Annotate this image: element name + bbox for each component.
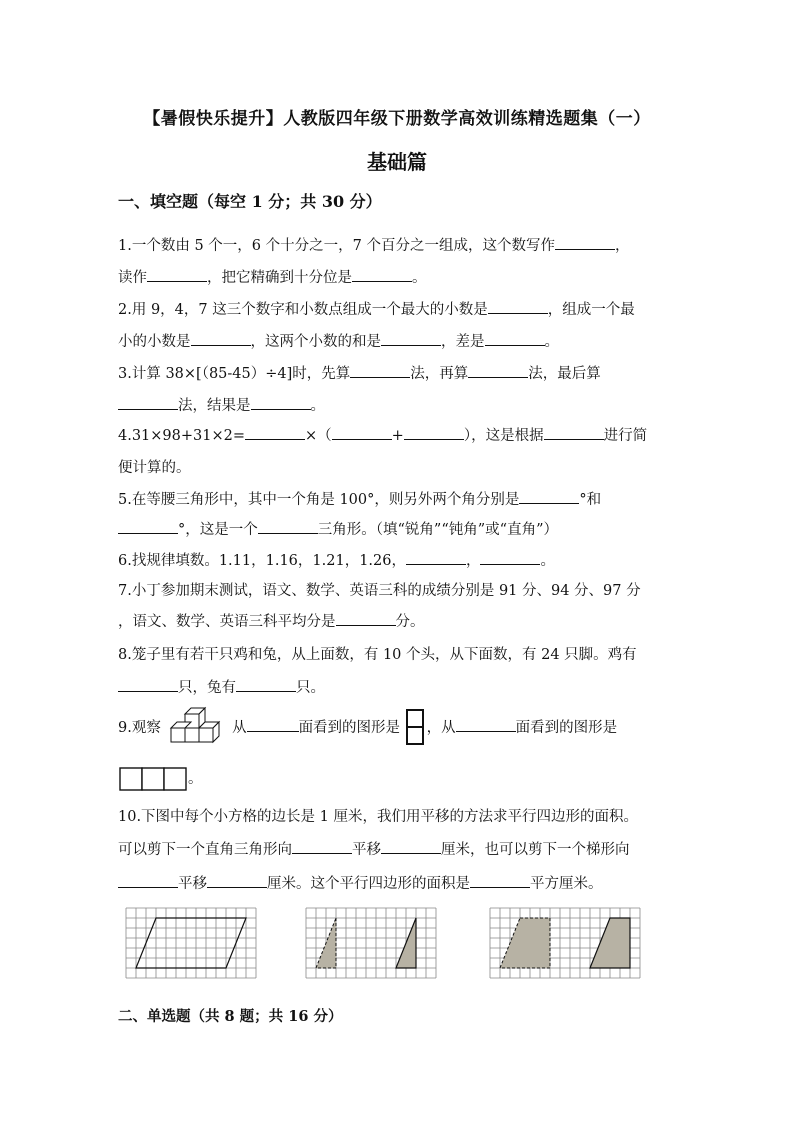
question-10-line-1: 10.下图中每个小方格的边长是 1 厘米，我们用平移的方法求平行四边形的面积。 — [118, 809, 639, 825]
answer-blank[interactable] — [191, 331, 251, 346]
answer-blank[interactable] — [236, 677, 296, 692]
question-4-line-2: 便计算的。 — [118, 460, 191, 476]
document-subtitle: 基础篇 — [367, 150, 427, 174]
answer-blank[interactable] — [147, 267, 207, 282]
answer-blank[interactable] — [118, 873, 178, 888]
answer-blank[interactable] — [381, 331, 441, 346]
answer-blank[interactable] — [555, 235, 615, 250]
grid-parallelogram-figure-icon — [124, 906, 264, 990]
answer-blank[interactable] — [258, 519, 318, 534]
question-7-line-1: 7.小丁参加期末测试，语文、数学、英语三科的成绩分别是 91 分、94 分、97 分 — [118, 583, 641, 599]
answer-blank[interactable] — [470, 873, 530, 888]
question-7-line-2: ，语文、数学、英语三科平均分是 分。 — [118, 610, 678, 631]
question-4-line-1: 4.31×98+31×2= ×（ + ），这是根据 进行简 — [118, 424, 678, 445]
question-1-line-1: 1.一个数由 5 个一，6 个十分之一，7 个百分之一组成，这个数写作 ， — [118, 234, 678, 255]
question-10-line-2: 可以剪下一个直角三角形向 平移 厘米，也可以剪下一个梯形向 — [118, 838, 678, 859]
question-5-line-1: 5.在等腰三角形中，其中一个角是 100°，则另外两个角分别是 °和 — [118, 488, 678, 509]
answer-blank[interactable] — [468, 363, 528, 378]
question-2-line-1: 2.用 9，4，7 这三个数字和小数点组成一个最大的小数是 ，组成一个最 — [118, 298, 678, 319]
question-1-line-2: 读作 ，把它精确到十分位是 。 — [118, 266, 678, 287]
question-8-line-1: 8.笼子里有若干只鸡和兔，从上面数，有 10 个头，从下面数，有 24 只脚。鸡有 — [118, 647, 637, 663]
question-2-line-2: 小的小数是 ，这两个小数的和是 ，差是 。 — [118, 330, 678, 351]
answer-blank[interactable] — [544, 425, 604, 440]
grid-trapezoid-translation-figure-icon — [488, 906, 648, 990]
three-square-row-view-icon — [118, 766, 188, 792]
two-square-vertical-view-icon — [405, 708, 427, 748]
question-5-line-2: °，这是一个 三角形。（填“锐角”“钝角”或“直角”） — [118, 518, 678, 539]
answer-blank[interactable] — [118, 519, 178, 534]
document-title: 【暑假快乐提升】人教版四年级下册数学高效训练精选题集（一） — [143, 109, 651, 129]
answer-blank[interactable] — [251, 395, 311, 410]
cube-stack-figure-icon — [165, 706, 227, 750]
answer-blank[interactable] — [245, 425, 305, 440]
answer-blank[interactable] — [292, 839, 352, 854]
answer-blank[interactable] — [118, 395, 178, 410]
answer-blank[interactable] — [118, 677, 178, 692]
answer-blank[interactable] — [404, 425, 464, 440]
answer-blank[interactable] — [480, 550, 540, 565]
answer-blank[interactable] — [488, 299, 548, 314]
question-6: 6.找规律填数。1.11，1.16，1.21，1.26， ， 。 — [118, 549, 678, 570]
question-3-line-2: 法，结果是 。 — [118, 394, 678, 415]
answer-blank[interactable] — [352, 267, 412, 282]
answer-blank[interactable] — [406, 550, 466, 565]
answer-blank[interactable] — [336, 611, 396, 626]
answer-blank[interactable] — [207, 873, 267, 888]
answer-blank[interactable] — [519, 489, 579, 504]
question-9-line-1: 9.观察 从 面看到的图形是 ，从 面看到的图形是 — [118, 706, 678, 750]
section-heading-single-choice: 二、单选题（共 8 题；共 16 分） — [118, 1008, 343, 1025]
answer-blank[interactable] — [485, 331, 545, 346]
answer-blank[interactable] — [332, 425, 392, 440]
question-9-line-2: 。 — [118, 764, 678, 794]
question-8-line-2: 只，兔有 只。 — [118, 676, 678, 697]
answer-blank[interactable] — [456, 717, 516, 732]
question-3-line-1: 3.计算 38×[（85-45）÷4]时，先算 法，再算 法，最后算 — [118, 362, 678, 383]
section-heading-fill-in: 一、填空题（每空 1 分；共 30 分） — [118, 192, 382, 211]
answer-blank[interactable] — [350, 363, 410, 378]
answer-blank[interactable] — [247, 717, 299, 732]
question-10-line-3: 平移 厘米。这个平行四边形的面积是 平方厘米。 — [118, 872, 678, 893]
answer-blank[interactable] — [381, 839, 441, 854]
grid-triangle-translation-figure-icon — [304, 906, 444, 990]
